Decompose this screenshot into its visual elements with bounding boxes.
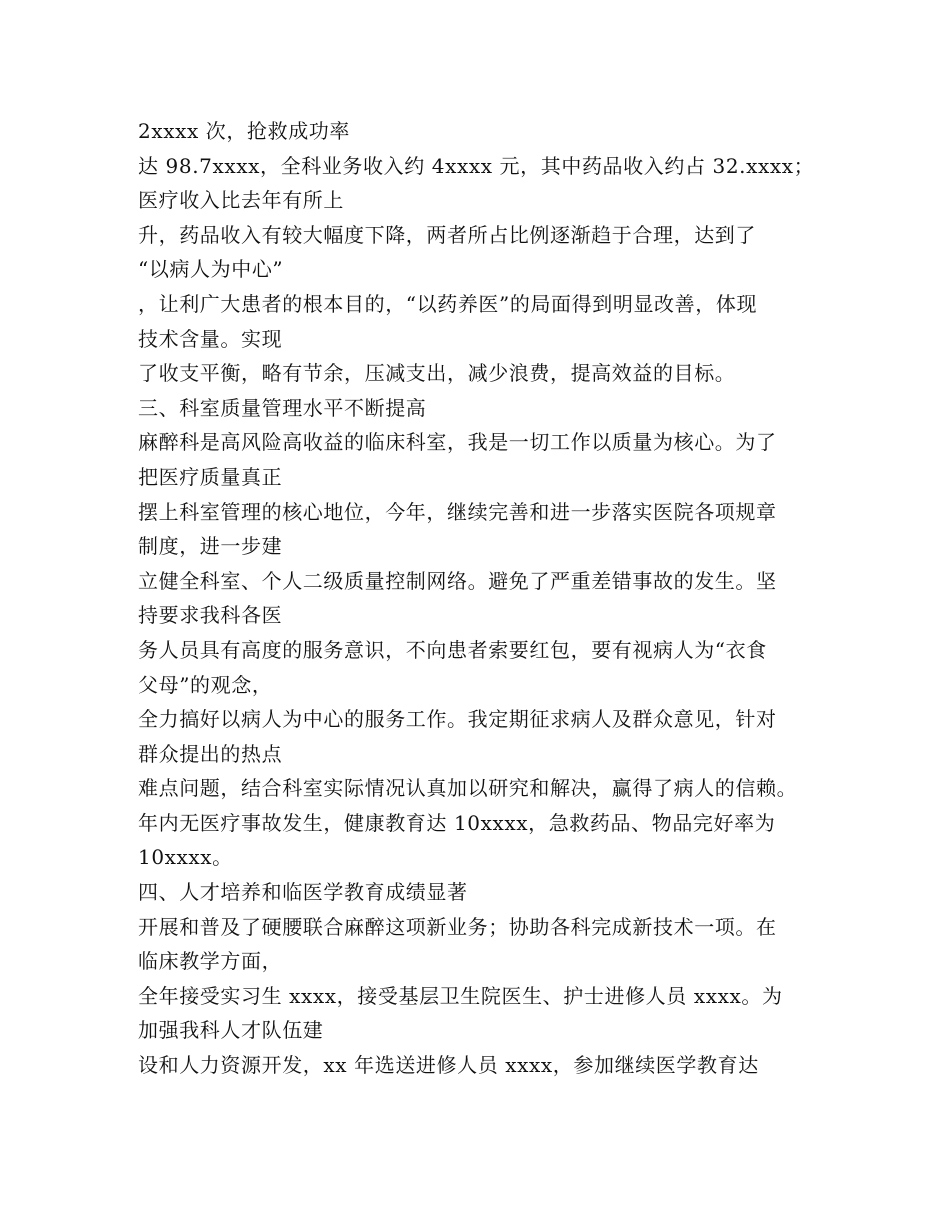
text-line: 摆上科室管理的核心地位，今年，继续完善和进一步落实医院各项规章 (138, 499, 777, 524)
text-line: 达 98.7xxxx，全科业务收入约 4xxxx 元，其中药品收入约占 32.xxxx； (138, 153, 815, 178)
text-line: 立健全科室、个人二级质量控制网络。避免了严重差错事故的发生。坚 (138, 568, 777, 593)
text-line: 10xxxx。 (138, 845, 233, 870)
text-line: 开展和普及了硬腰联合麻醉这项新业务；协助各科完成新技术一项。在 (138, 914, 777, 939)
text-line: 全年接受实习生 xxxx，接受基层卫生院医生、护士进修人员 xxxx。为 (138, 983, 783, 1008)
text-line: 医疗收入比去年有所上 (138, 188, 344, 213)
text-line: 父母”的观念， (138, 672, 273, 697)
document-body (138, 114, 828, 1083)
text-line: ，让利广大患者的根本目的，“以药养医”的局面得到明显改善，体现 (138, 291, 758, 316)
text-line: “以病人为中心” (138, 257, 284, 282)
text-line: 升，药品收入有较大幅度下降，两者所占比例逐渐趋于合理，达到了 (138, 222, 756, 247)
text-line: 技术含量。实现 (138, 326, 283, 351)
text-line: 了收支平衡，略有节余，压减支出，减少浪费，提高效益的目标。 (138, 361, 736, 386)
text-line: 制度，进一步建 (138, 534, 283, 559)
text-line: 难点问题，结合科室实际情况认真加以研究和解决，赢得了病人的信赖。 (138, 776, 798, 801)
text-line: 2xxxx 次，抢救成功率 (138, 119, 350, 143)
text-line: 加强我科人才队伍建 (138, 1018, 324, 1043)
text-line: 麻醉科是高风险高收益的临床科室，我是一切工作以质量为核心。为了 (138, 430, 777, 455)
text-line: 持要求我科各医 (138, 603, 283, 628)
text-line: 群众提出的热点 (138, 741, 283, 766)
text-line: 把医疗质量真正 (138, 464, 283, 489)
text-line: 务人员具有高度的服务意识，不向患者索要红包，要有视病人为“衣食 (138, 637, 767, 662)
text-line: 临床教学方面， (138, 949, 283, 974)
text-line: 设和人力资源开发，xx 年选送进修人员 xxxx，参加继续医学教育达 (138, 1053, 759, 1078)
text-line: 全力搞好以病人为中心的服务工作。我定期征求病人及群众意见，针对 (138, 707, 777, 732)
section-heading: 三、科室质量管理水平不断提高 (138, 395, 427, 420)
section-heading: 四、人才培养和临医学教育成绩显著 (138, 880, 468, 905)
text-line: 年内无医疗事故发生，健康教育达 10xxxx，急救药品、物品完好率为 (138, 810, 776, 835)
